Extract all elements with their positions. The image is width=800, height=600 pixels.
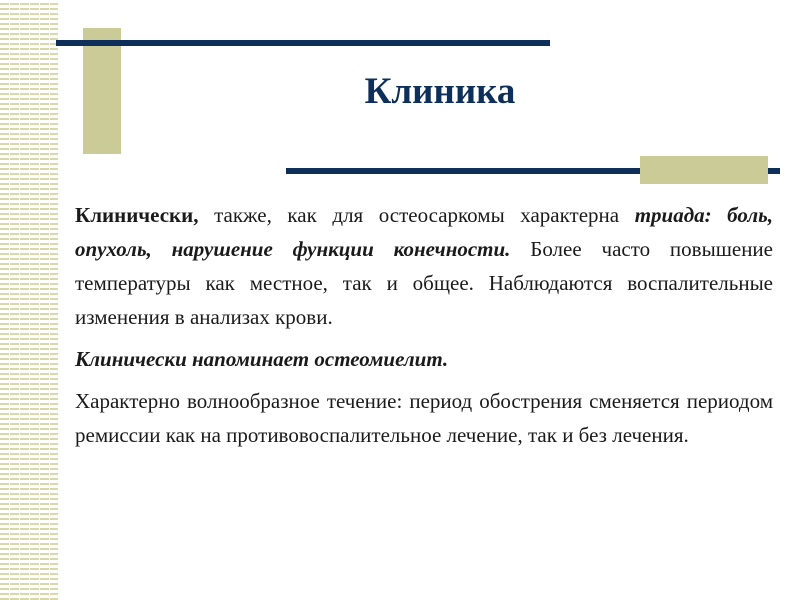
decorative-striped-margin <box>0 0 58 600</box>
decorative-block-right <box>640 156 768 184</box>
paragraph-text-2: Более часто повышение температуры как местное, так и общее. Наблюдаются воспалительные изменения в анализах крови. <box>75 237 773 329</box>
decorative-block-left <box>83 28 121 154</box>
slide-title: Клиника <box>364 71 516 112</box>
paragraph-clinical-signs <box>75 198 773 334</box>
lead-bold: Клинически, <box>75 203 199 227</box>
paragraph-osteomyelitis: Клинически напоминает остеомиелит. <box>75 347 449 371</box>
slide-body <box>75 198 773 452</box>
paragraph-text-1: также, как для остеосаркомы характерна <box>198 203 635 227</box>
triad-emphasis: триада: боль, опухоль, нарушение функции конечности. <box>75 203 773 261</box>
decorative-bar-top <box>56 40 550 46</box>
paragraph-course: Характерно волнообразное течение: период обострения сменяется периодом ремиссии как на противовоспалительное лечение, так и без лечения. <box>75 389 773 447</box>
